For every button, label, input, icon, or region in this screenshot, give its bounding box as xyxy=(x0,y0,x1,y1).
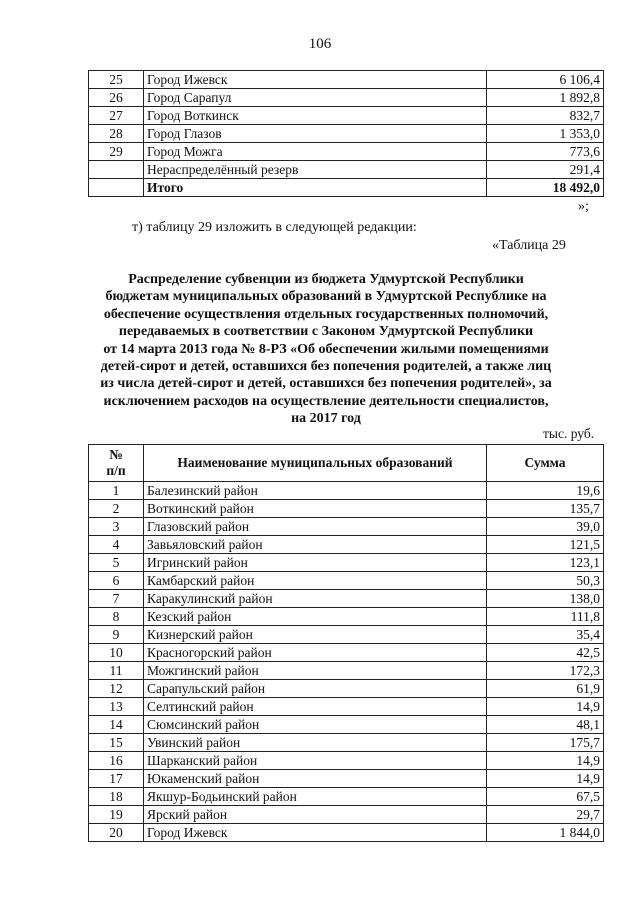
row-name: Камбарский район xyxy=(144,572,487,590)
row-sum: 175,7 xyxy=(487,734,604,752)
row-sum: 832,7 xyxy=(487,107,604,125)
row-sum: 773,6 xyxy=(487,143,604,161)
amendment-instruction: т) таблицу 29 изложить в следующей редакции: xyxy=(132,220,417,235)
header-num-line2: п/п xyxy=(106,463,126,478)
row-number: 11 xyxy=(89,662,144,680)
row-name: Балезинский район xyxy=(144,482,487,500)
header-name: Наименование муниципальных образований xyxy=(144,445,487,482)
row-name: Глазовский район xyxy=(144,518,487,536)
row-sum: 48,1 xyxy=(487,716,604,734)
table-row xyxy=(89,107,604,125)
table-row xyxy=(89,161,604,179)
row-name: Сюмсинский район xyxy=(144,716,487,734)
header-num xyxy=(89,445,144,482)
row-sum: 29,7 xyxy=(487,806,604,824)
heading-line: от 14 марта 2013 года № 8-РЗ «Об обеспечении жилыми помещениями xyxy=(103,341,549,357)
table-row xyxy=(89,662,604,680)
row-number: 1 xyxy=(89,482,144,500)
row-sum: 39,0 xyxy=(487,518,604,536)
top-table-body xyxy=(89,71,604,197)
main-table-body xyxy=(89,482,604,842)
row-name: Город Сарапул xyxy=(144,89,487,107)
table-heading xyxy=(76,271,576,428)
row-name: Город Ижевск xyxy=(144,71,487,89)
row-sum: 1 892,8 xyxy=(487,89,604,107)
total-row-number xyxy=(89,179,144,197)
heading-line: детей-сирот и детей, оставшихся без попечения родителей, а также лиц xyxy=(100,359,552,375)
row-number: 27 xyxy=(89,107,144,125)
row-sum: 6 106,4 xyxy=(487,71,604,89)
row-number: 13 xyxy=(89,698,144,716)
row-name: Завьяловский район xyxy=(144,536,487,554)
top-table xyxy=(88,70,604,197)
row-number: 9 xyxy=(89,626,144,644)
page-number: 106 xyxy=(308,36,332,52)
row-name: Каракулинский район xyxy=(144,590,487,608)
table-row xyxy=(89,554,604,572)
row-name: Селтинский район xyxy=(144,698,487,716)
row-number: 18 xyxy=(89,788,144,806)
row-sum: 19,6 xyxy=(487,482,604,500)
row-number: 20 xyxy=(89,824,144,842)
row-name: Город Ижевск xyxy=(144,824,487,842)
table-row xyxy=(89,788,604,806)
table-row xyxy=(89,500,604,518)
row-sum: 111,8 xyxy=(487,608,604,626)
row-number: 2 xyxy=(89,500,144,518)
row-sum: 291,4 xyxy=(487,161,604,179)
table-label: «Таблица 29 xyxy=(492,238,566,253)
row-number: 7 xyxy=(89,590,144,608)
closing-quote: »; xyxy=(578,199,589,214)
table-row xyxy=(89,644,604,662)
row-name: Ярский район xyxy=(144,806,487,824)
row-number: 6 xyxy=(89,572,144,590)
row-name: Кизнерский район xyxy=(144,626,487,644)
table-row xyxy=(89,770,604,788)
row-number: 8 xyxy=(89,608,144,626)
total-label: Итого xyxy=(144,179,487,197)
row-sum: 14,9 xyxy=(487,698,604,716)
table-row xyxy=(89,698,604,716)
table-row xyxy=(89,572,604,590)
table-row xyxy=(89,125,604,143)
row-name: Нераспределённый резерв xyxy=(144,161,487,179)
row-sum: 123,1 xyxy=(487,554,604,572)
table-row xyxy=(89,824,604,842)
row-number: 4 xyxy=(89,536,144,554)
row-sum: 1 353,0 xyxy=(487,125,604,143)
header-sum: Сумма xyxy=(487,445,604,482)
row-number: 14 xyxy=(89,716,144,734)
row-name: Шарканский район xyxy=(144,752,487,770)
row-name: Кезский район xyxy=(144,608,487,626)
row-name: Красногорский район xyxy=(144,644,487,662)
heading-line: обеспечение осуществления отдельных государственных полномочий, xyxy=(103,306,549,322)
table-row xyxy=(89,734,604,752)
table-row xyxy=(89,89,604,107)
row-name: Можгинский район xyxy=(144,662,487,680)
table-row xyxy=(89,590,604,608)
row-sum: 172,3 xyxy=(487,662,604,680)
row-sum: 35,4 xyxy=(487,626,604,644)
row-number: 16 xyxy=(89,752,144,770)
row-name: Якшур-Бодьинский район xyxy=(144,788,487,806)
row-name: Город Глазов xyxy=(144,125,487,143)
header-row xyxy=(89,445,604,482)
row-number: 19 xyxy=(89,806,144,824)
main-table xyxy=(88,444,604,842)
row-number: 15 xyxy=(89,734,144,752)
row-number: 26 xyxy=(89,89,144,107)
table-row xyxy=(89,536,604,554)
row-sum: 135,7 xyxy=(487,500,604,518)
table-row xyxy=(89,680,604,698)
total-row xyxy=(89,179,604,197)
heading-line: из числа детей-сирот и детей, оставшихся без попечения родителей», за xyxy=(100,376,552,392)
table-row xyxy=(89,752,604,770)
row-number xyxy=(89,161,144,179)
table-row xyxy=(89,482,604,500)
row-name: Город Воткинск xyxy=(144,107,487,125)
heading-line: на 2017 год xyxy=(291,411,361,427)
row-sum: 61,9 xyxy=(487,680,604,698)
row-number: 10 xyxy=(89,644,144,662)
header-num-line1: № xyxy=(109,447,123,462)
row-name: Сарапульский район xyxy=(144,680,487,698)
row-name: Воткинский район xyxy=(144,500,487,518)
total-sum: 18 492,0 xyxy=(487,179,604,197)
row-sum: 67,5 xyxy=(487,788,604,806)
heading-line: передаваемых в соответствии с Законом Удмуртской Республики xyxy=(118,324,534,340)
row-sum: 138,0 xyxy=(487,590,604,608)
table-row xyxy=(89,608,604,626)
row-number: 29 xyxy=(89,143,144,161)
row-sum: 121,5 xyxy=(487,536,604,554)
row-name: Юкаменский район xyxy=(144,770,487,788)
row-sum: 50,3 xyxy=(487,572,604,590)
table-row xyxy=(89,71,604,89)
row-name: Город Можга xyxy=(144,143,487,161)
main-table-head xyxy=(89,445,604,482)
row-number: 3 xyxy=(89,518,144,536)
row-sum: 1 844,0 xyxy=(487,824,604,842)
table-row xyxy=(89,143,604,161)
row-number: 12 xyxy=(89,680,144,698)
table-row xyxy=(89,518,604,536)
row-number: 17 xyxy=(89,770,144,788)
heading-line: бюджетам муниципальных образований в Удмуртской Республике на xyxy=(105,289,547,305)
row-name: Увинский район xyxy=(144,734,487,752)
row-sum: 42,5 xyxy=(487,644,604,662)
row-sum: 14,9 xyxy=(487,770,604,788)
row-number: 25 xyxy=(89,71,144,89)
row-number: 5 xyxy=(89,554,144,572)
units-label: тыс. руб. xyxy=(543,426,595,441)
row-sum: 14,9 xyxy=(487,752,604,770)
row-number: 28 xyxy=(89,125,144,143)
heading-line: исключением расходов на осуществление деятельности специалистов, xyxy=(103,393,549,409)
table-row xyxy=(89,626,604,644)
heading-line: Распределение субвенции из бюджета Удмуртской Республики xyxy=(128,272,524,287)
table-row xyxy=(89,806,604,824)
row-name: Игринский район xyxy=(144,554,487,572)
table-row xyxy=(89,716,604,734)
